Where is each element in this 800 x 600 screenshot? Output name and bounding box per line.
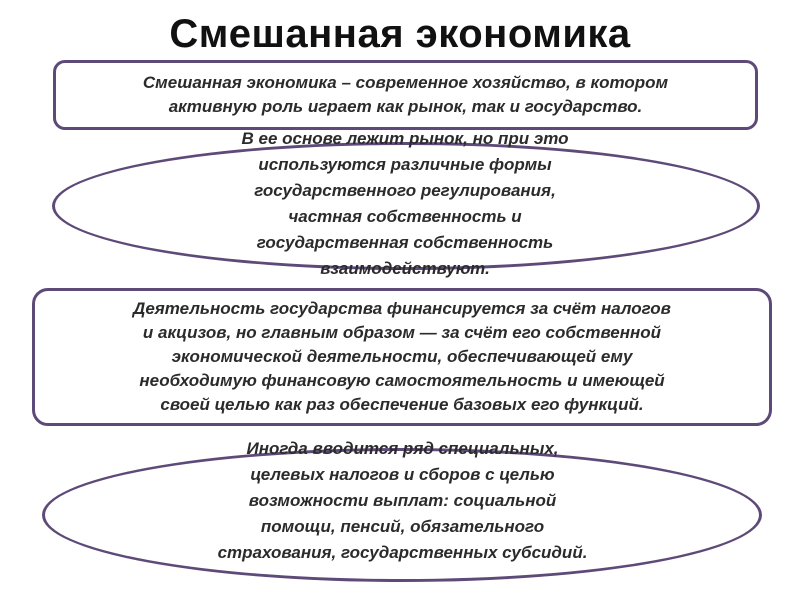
basis-line: В ее основе лежит рынок, но при это xyxy=(241,129,569,148)
definition-box xyxy=(53,60,758,130)
financing-text xyxy=(133,297,671,417)
basis-line: частная собственность и xyxy=(288,207,522,226)
basis-line: взаимодействуют. xyxy=(320,259,490,278)
taxes-text xyxy=(130,436,675,566)
financing-line: необходимую финансовую самостоятельность и имеющей xyxy=(139,371,665,390)
definition-text xyxy=(143,71,668,119)
financing-line: Деятельность государства финансируется за счёт налогов xyxy=(133,299,671,318)
basis-line: государственного регулирования, xyxy=(254,181,556,200)
page-title: Смешанная экономика xyxy=(169,12,631,56)
financing-line: экономической деятельности, обеспечивающей ему xyxy=(171,347,633,366)
taxes-line: помощи, пенсий, обязательного xyxy=(260,517,545,536)
taxes-line: целевых налогов и сборов с целью xyxy=(250,465,555,484)
financing-line: и акцизов, но главным образом — за счёт его собственной xyxy=(142,323,662,342)
financing-line: своей целью как раз обеспечение базовых его функций. xyxy=(160,395,644,414)
taxes-line: возможности выплат: социальной xyxy=(248,491,557,510)
basis-line: государственная собственность xyxy=(256,233,554,252)
basis-line: используются различные формы xyxy=(258,155,552,174)
taxes-line: Иногда вводится ряд специальных, xyxy=(246,439,559,458)
definition-line: активную роль играет как рынок, так и государство. xyxy=(168,97,643,116)
financing-box xyxy=(32,288,772,426)
definition-line: Смешанная экономика – современное хозяйство, в котором xyxy=(142,73,669,92)
basis-text xyxy=(140,126,670,282)
taxes-line: страхования, государственных субсидий. xyxy=(217,543,588,562)
